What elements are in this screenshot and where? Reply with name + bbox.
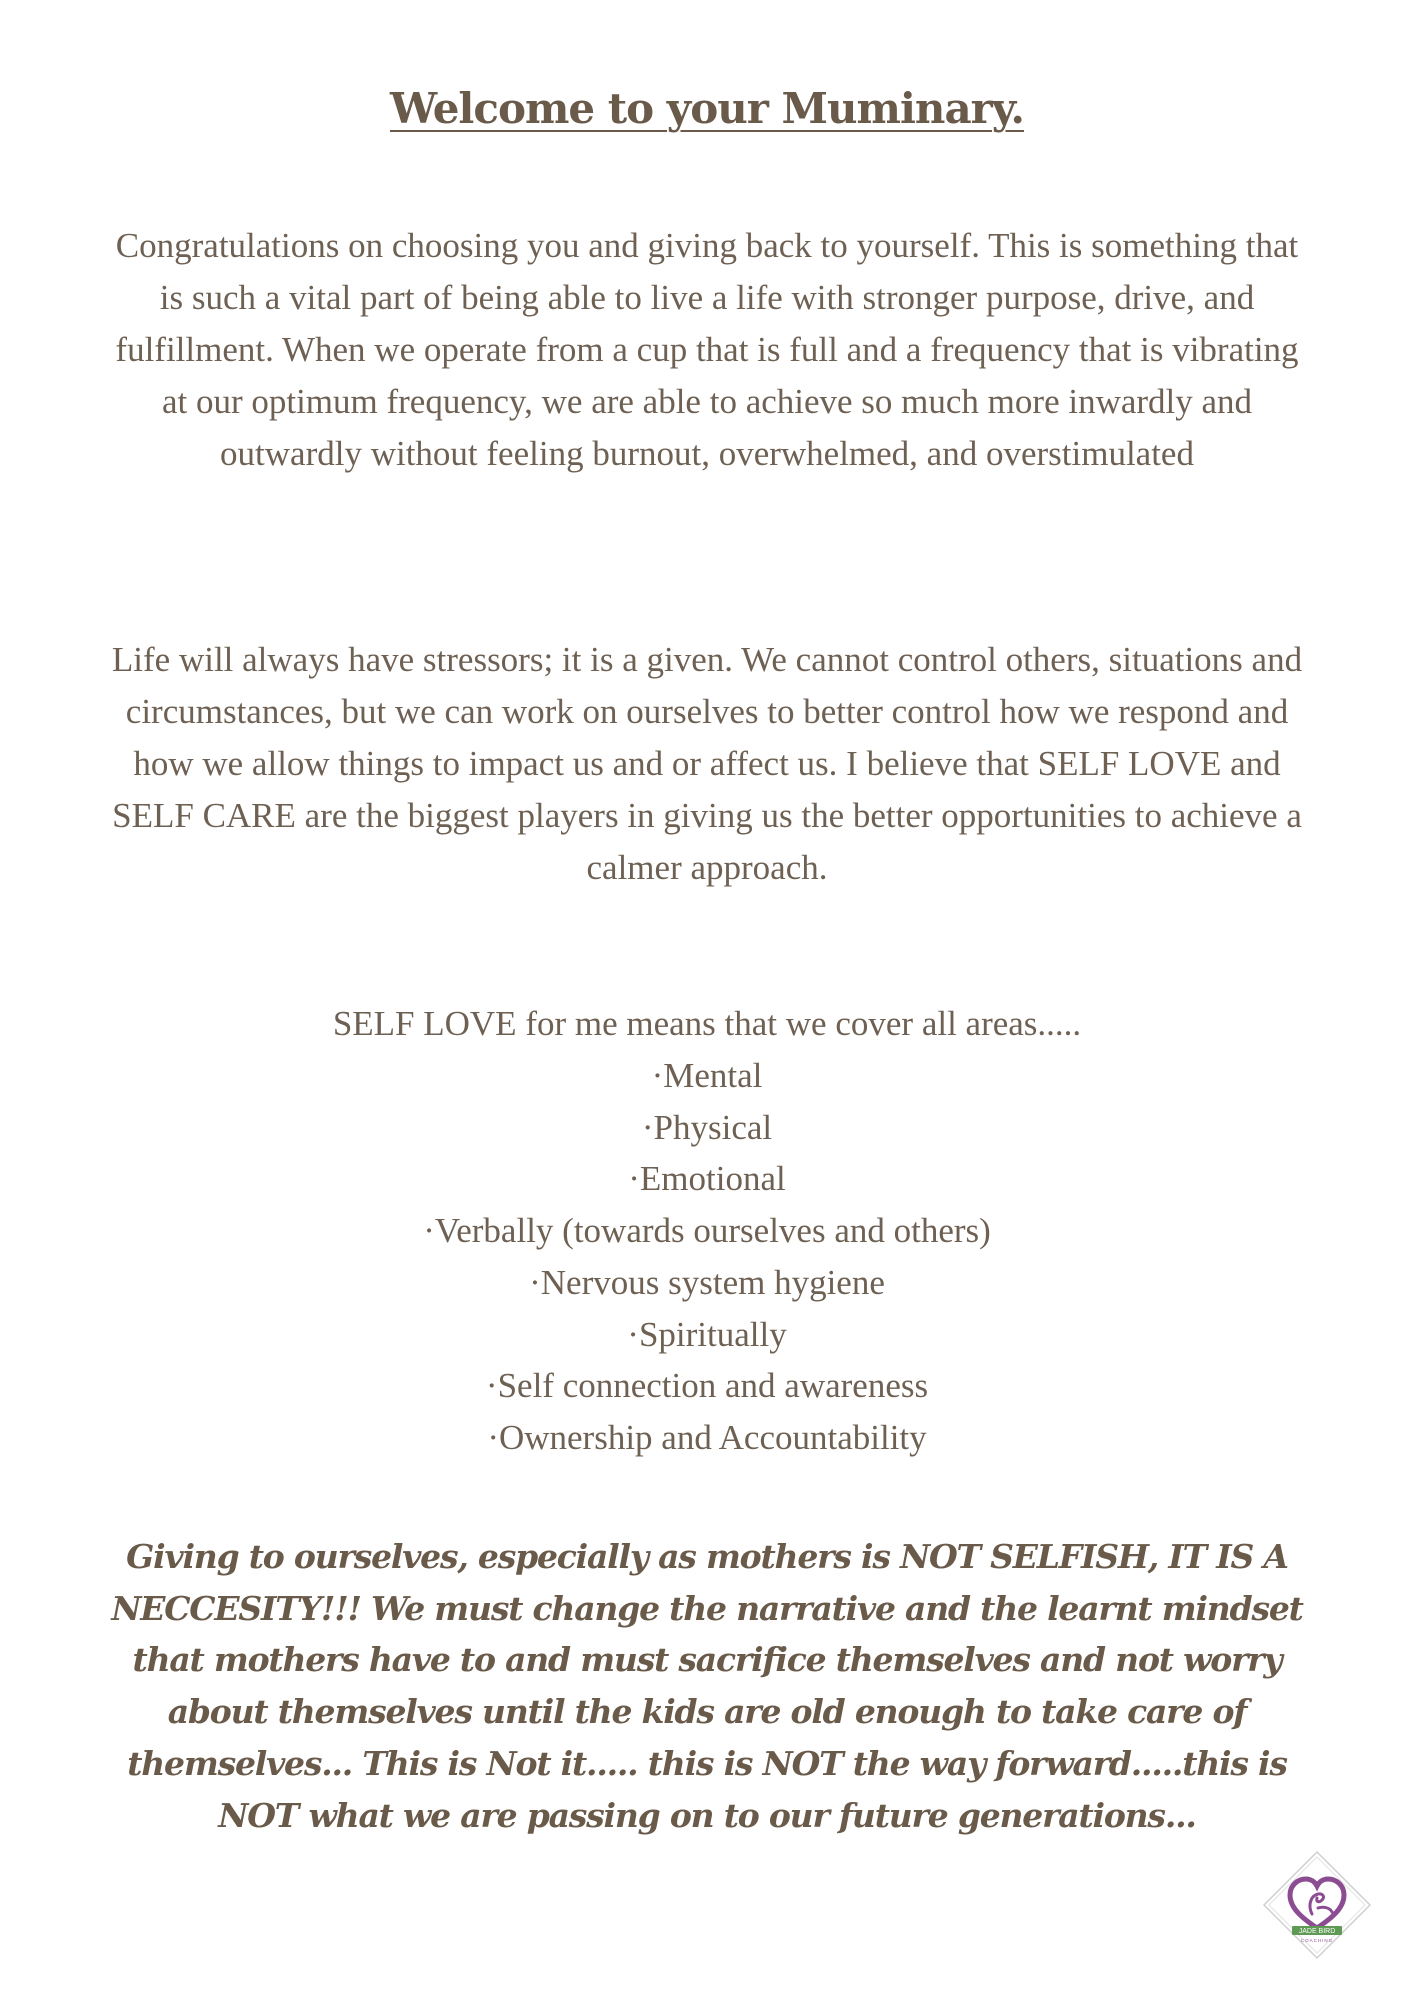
list-item: · Self connection and awareness bbox=[0, 1360, 1414, 1412]
page-title: Welcome to your Muminary. bbox=[389, 84, 1025, 133]
bird-icon bbox=[1310, 1894, 1332, 1914]
heart-icon bbox=[1290, 1879, 1344, 1928]
list-item: · Ownership and Accountability bbox=[0, 1412, 1414, 1464]
self-love-areas-list bbox=[0, 1050, 1414, 1464]
jade-bird-coaching-logo bbox=[1262, 1850, 1372, 1960]
list-item: · Nervous system hygiene bbox=[0, 1257, 1414, 1309]
closing-statement: Giving to ourselves, especially as mothers is NOT SELFISH, IT IS A NECCESITY!!! We must change the narrative and the learnt mindset that mothers have to and must sacrifice themselves and not worry about themselves until the kids are old enough to take care of themselves... This is Not it..... this is NOT the way forward.....this is NOT what we are passing on to our future generations... bbox=[111, 1537, 1303, 1835]
list-item: · Emotional bbox=[0, 1153, 1414, 1205]
logo-brand-line2: COACHING bbox=[1300, 1938, 1334, 1943]
stressors-paragraph: Life will always have stressors; it is a given. We cannot control others, situations and circumstances, but we can work on ourselves to better control how we respond and how we allow things to impact us and or affect us. I believe that SELF LOVE and SELF CARE are the biggest players in giving us the better opportunities to achieve a calmer approach. bbox=[111, 640, 1303, 887]
list-item: · Mental bbox=[0, 1050, 1414, 1102]
logo-brand-line1: JADE BIRD bbox=[1298, 1928, 1336, 1936]
self-love-intro: SELF LOVE for me means that we cover all areas..... bbox=[332, 1004, 1082, 1043]
intro-paragraph: Congratulations on choosing you and giving back to yourself. This is something that is such a vital part of being able to live a life with stronger purpose, drive, and fulfillment. When we operate from a cup that is full and a frequency that is vibrating at our optimum frequency, we are able to achieve so much more inwardly and outwardly without feeling burnout, overwhelmed, and overstimulated bbox=[115, 226, 1299, 473]
list-item: · Verbally (towards ourselves and others) bbox=[0, 1205, 1414, 1257]
list-item: · Spiritually bbox=[0, 1309, 1414, 1361]
list-item: · Physical bbox=[0, 1102, 1414, 1154]
